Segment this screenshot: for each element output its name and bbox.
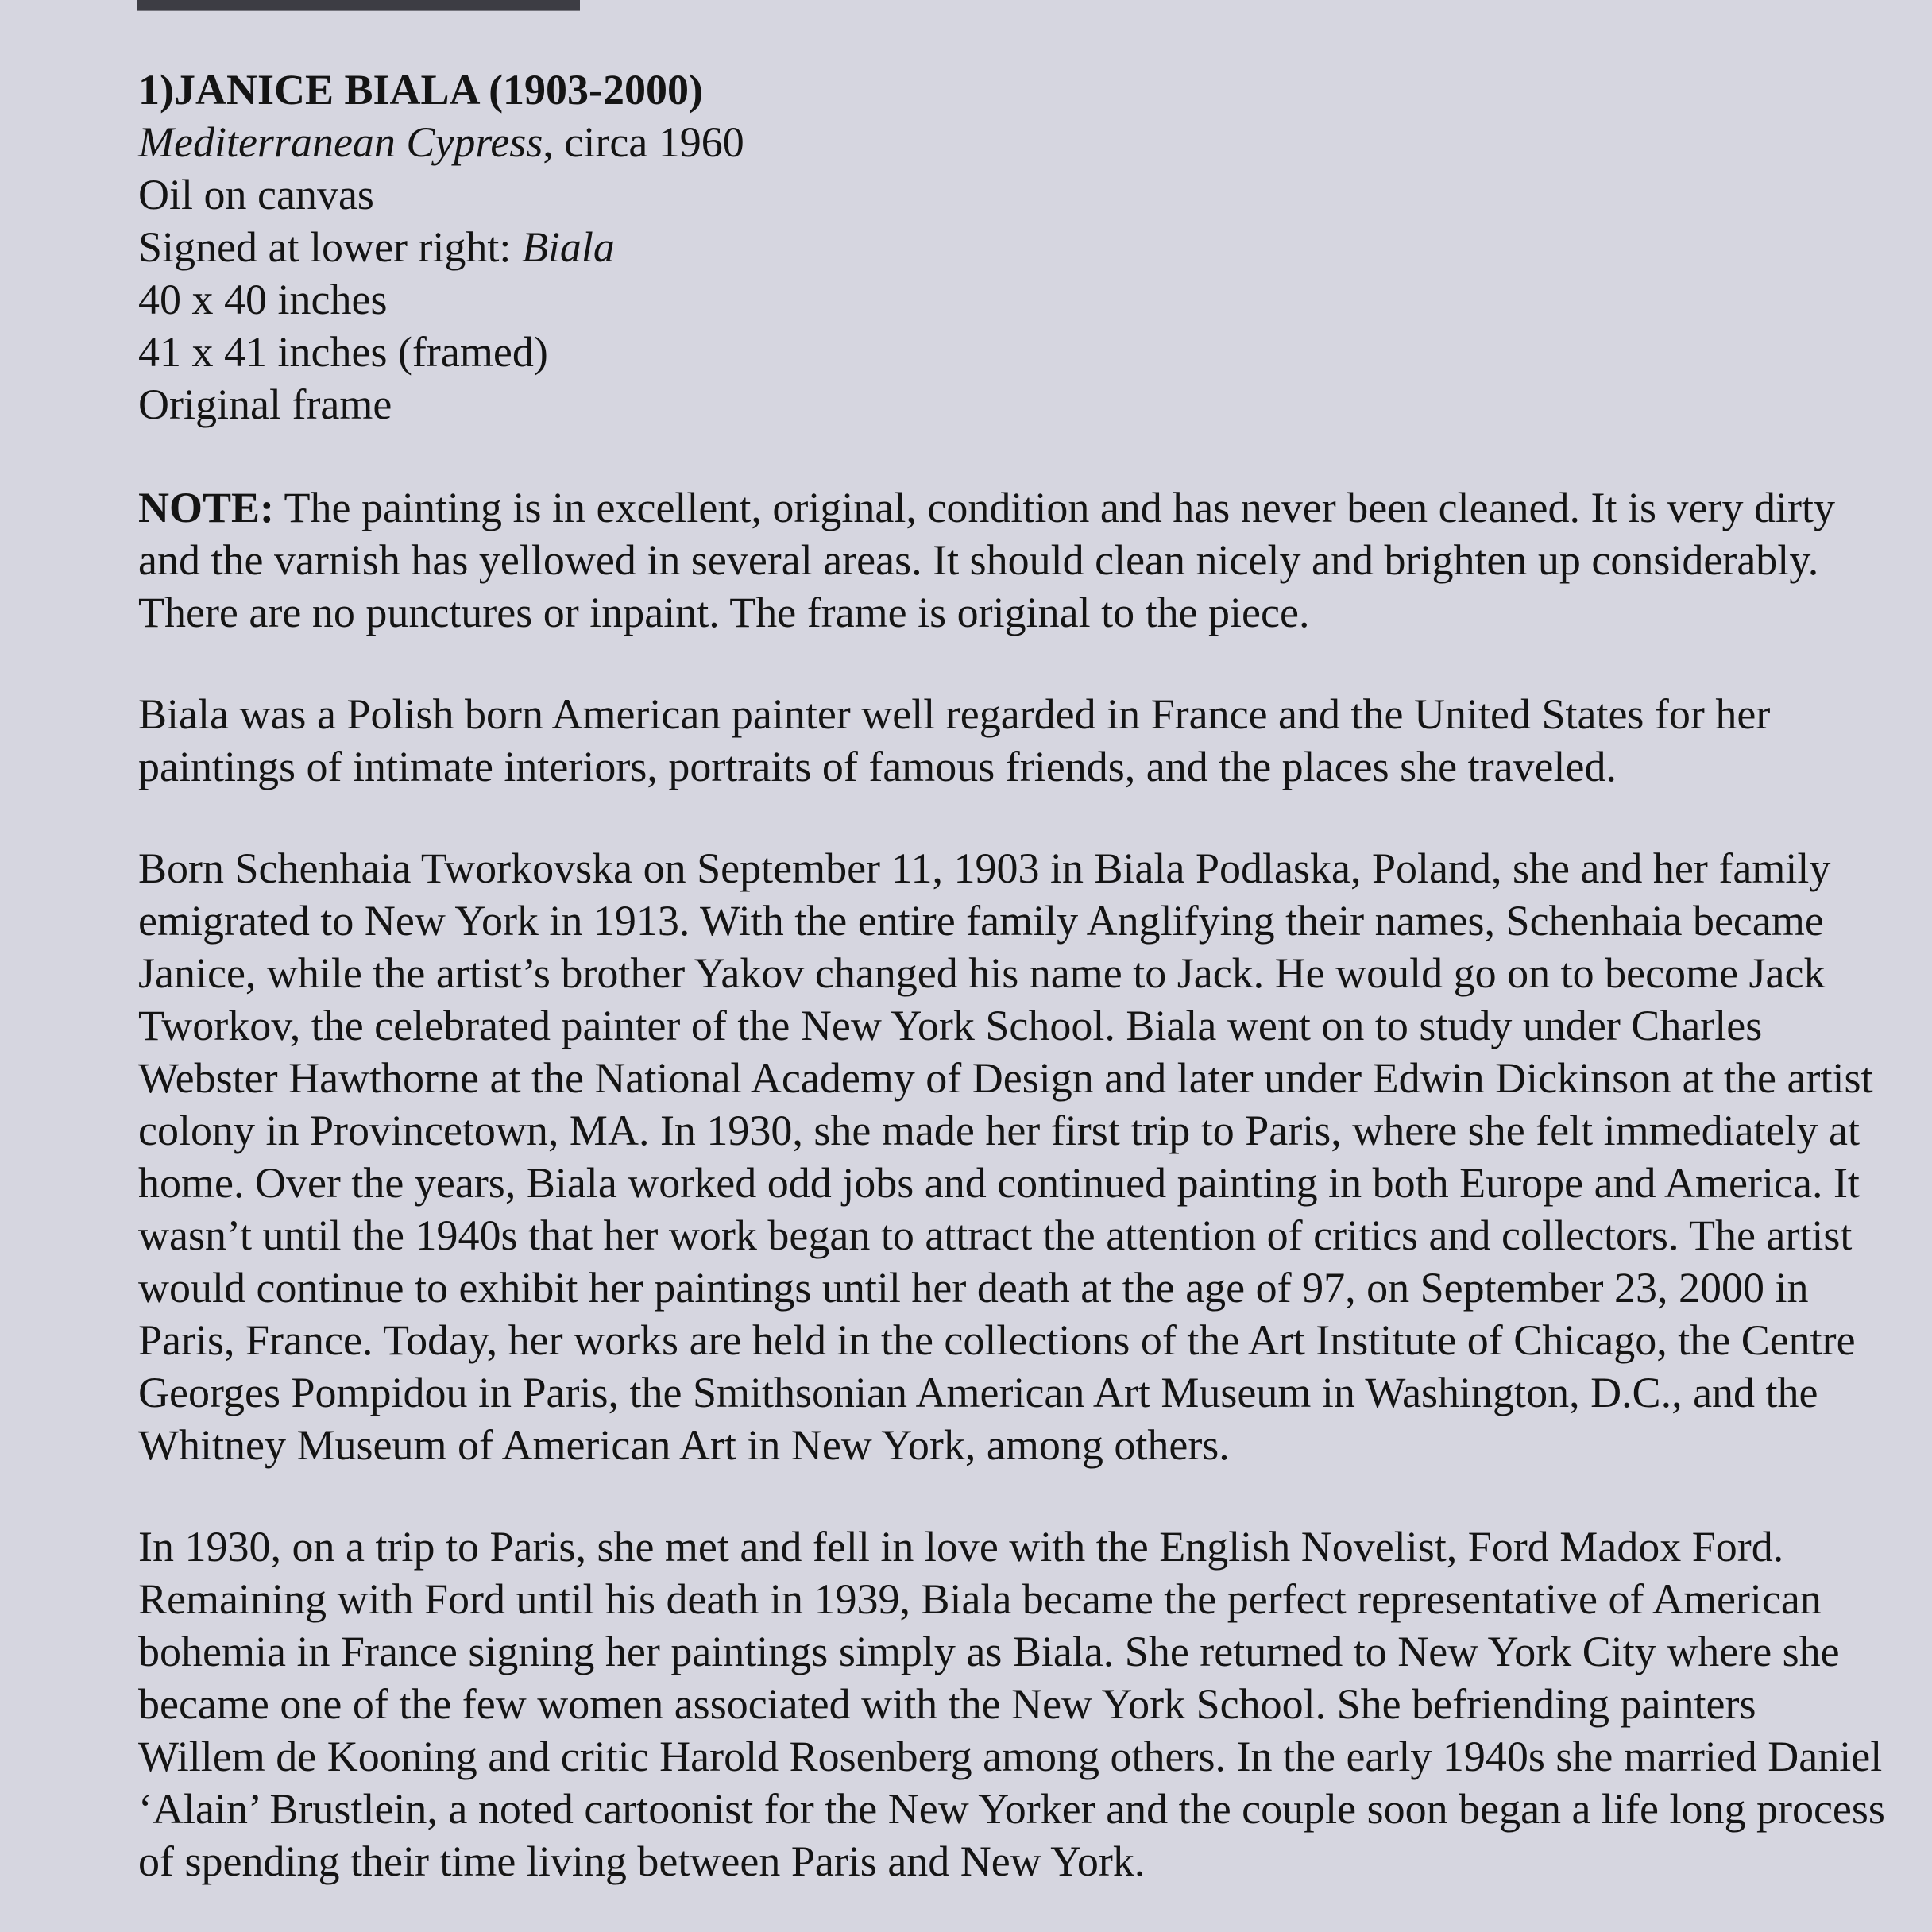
signature-prefix: Signed at lower right: [138, 223, 522, 271]
note-label: NOTE: [138, 484, 275, 531]
artwork-medium: Oil on canvas [138, 171, 374, 218]
artwork-title: Mediterranean Cypress [138, 118, 543, 166]
artwork-date: , circa 1960 [543, 118, 744, 166]
catalog-sheet [138, 64, 1886, 1888]
signature-line [138, 221, 1886, 273]
artwork-dimensions-framed: 41 x 41 inches (framed) [138, 328, 548, 376]
artwork-title-line [138, 116, 1886, 168]
artist-heading: 1)JANICE BIALA (1903-2000) [138, 66, 704, 114]
signature-text: Biala [521, 223, 615, 271]
artwork-dimensions: 40 x 40 inches [138, 276, 388, 323]
top-edge-bar [137, 0, 580, 11]
bio-paragraph-paris: In 1930, on a trip to Paris, she met and fell in love with the English Novelist, Ford Madox Ford. Remaining with Ford until his death in 1939, Biala became the perfect representative of American bohemia in France signing her paintings simply as Biala. She returned to New York City where she became one of the few women associated with the New York School. She befriending painters Willem de Kooning and critic Harold Rosenberg among others. In the early 1940s she married Daniel ‘Alain’ Brustlein, a noted cartoonist for the New Yorker and the couple soon began a life long process of spending their time living between Paris and New York. [138, 1523, 1885, 1885]
artwork-frame: Original frame [138, 381, 392, 428]
note-text: The painting is in excellent, original, condition and has never been cleaned. It is very dirty and the varnish has yellowed in several areas. It should clean nicely and brighten up considerably. There are no punctures or inpaint. The frame is original to the piece. [138, 484, 1835, 636]
bio-paragraph-intro: Biala was a Polish born American painter well regarded in France and the United States for her paintings of intimate interiors, portraits of famous friends, and the places she traveled. [138, 690, 1771, 790]
bio-paragraph-early-life: Born Schenhaia Tworkovska on September 11, 1903 in Biala Podlaska, Poland, she and her family emigrated to New York in 1913. With the entire family Anglifying their names, Schenhaia became Janice, while the artist’s brother Yakov changed his name to Jack. He would go on to become Jack Tworkov, the celebrated painter of the New York School. Biala went on to study under Charles Webster Hawthorne at the National Academy of Design and later under Edwin Dickinson at the artist colony in Provincetown, MA. In 1930, she made her first trip to Paris, where she felt immediately at home. Over the years, Biala worked odd jobs and continued painting in both Europe and America. It wasn’t until the 1940s that her work began to attract the attention of critics and collectors. The artist would continue to exhibit her paintings until her death at the age of 97, on September 23, 2000 in Paris, France. Today, her works are held in the collections of the Art Institute of Chicago, the Centre Georges Pompidou in Paris, the Smithsonian American Art Museum in Washington, D.C., and the Whitney Museum of American Art in New York, among others. [138, 844, 1873, 1469]
condition-note [138, 481, 1886, 639]
